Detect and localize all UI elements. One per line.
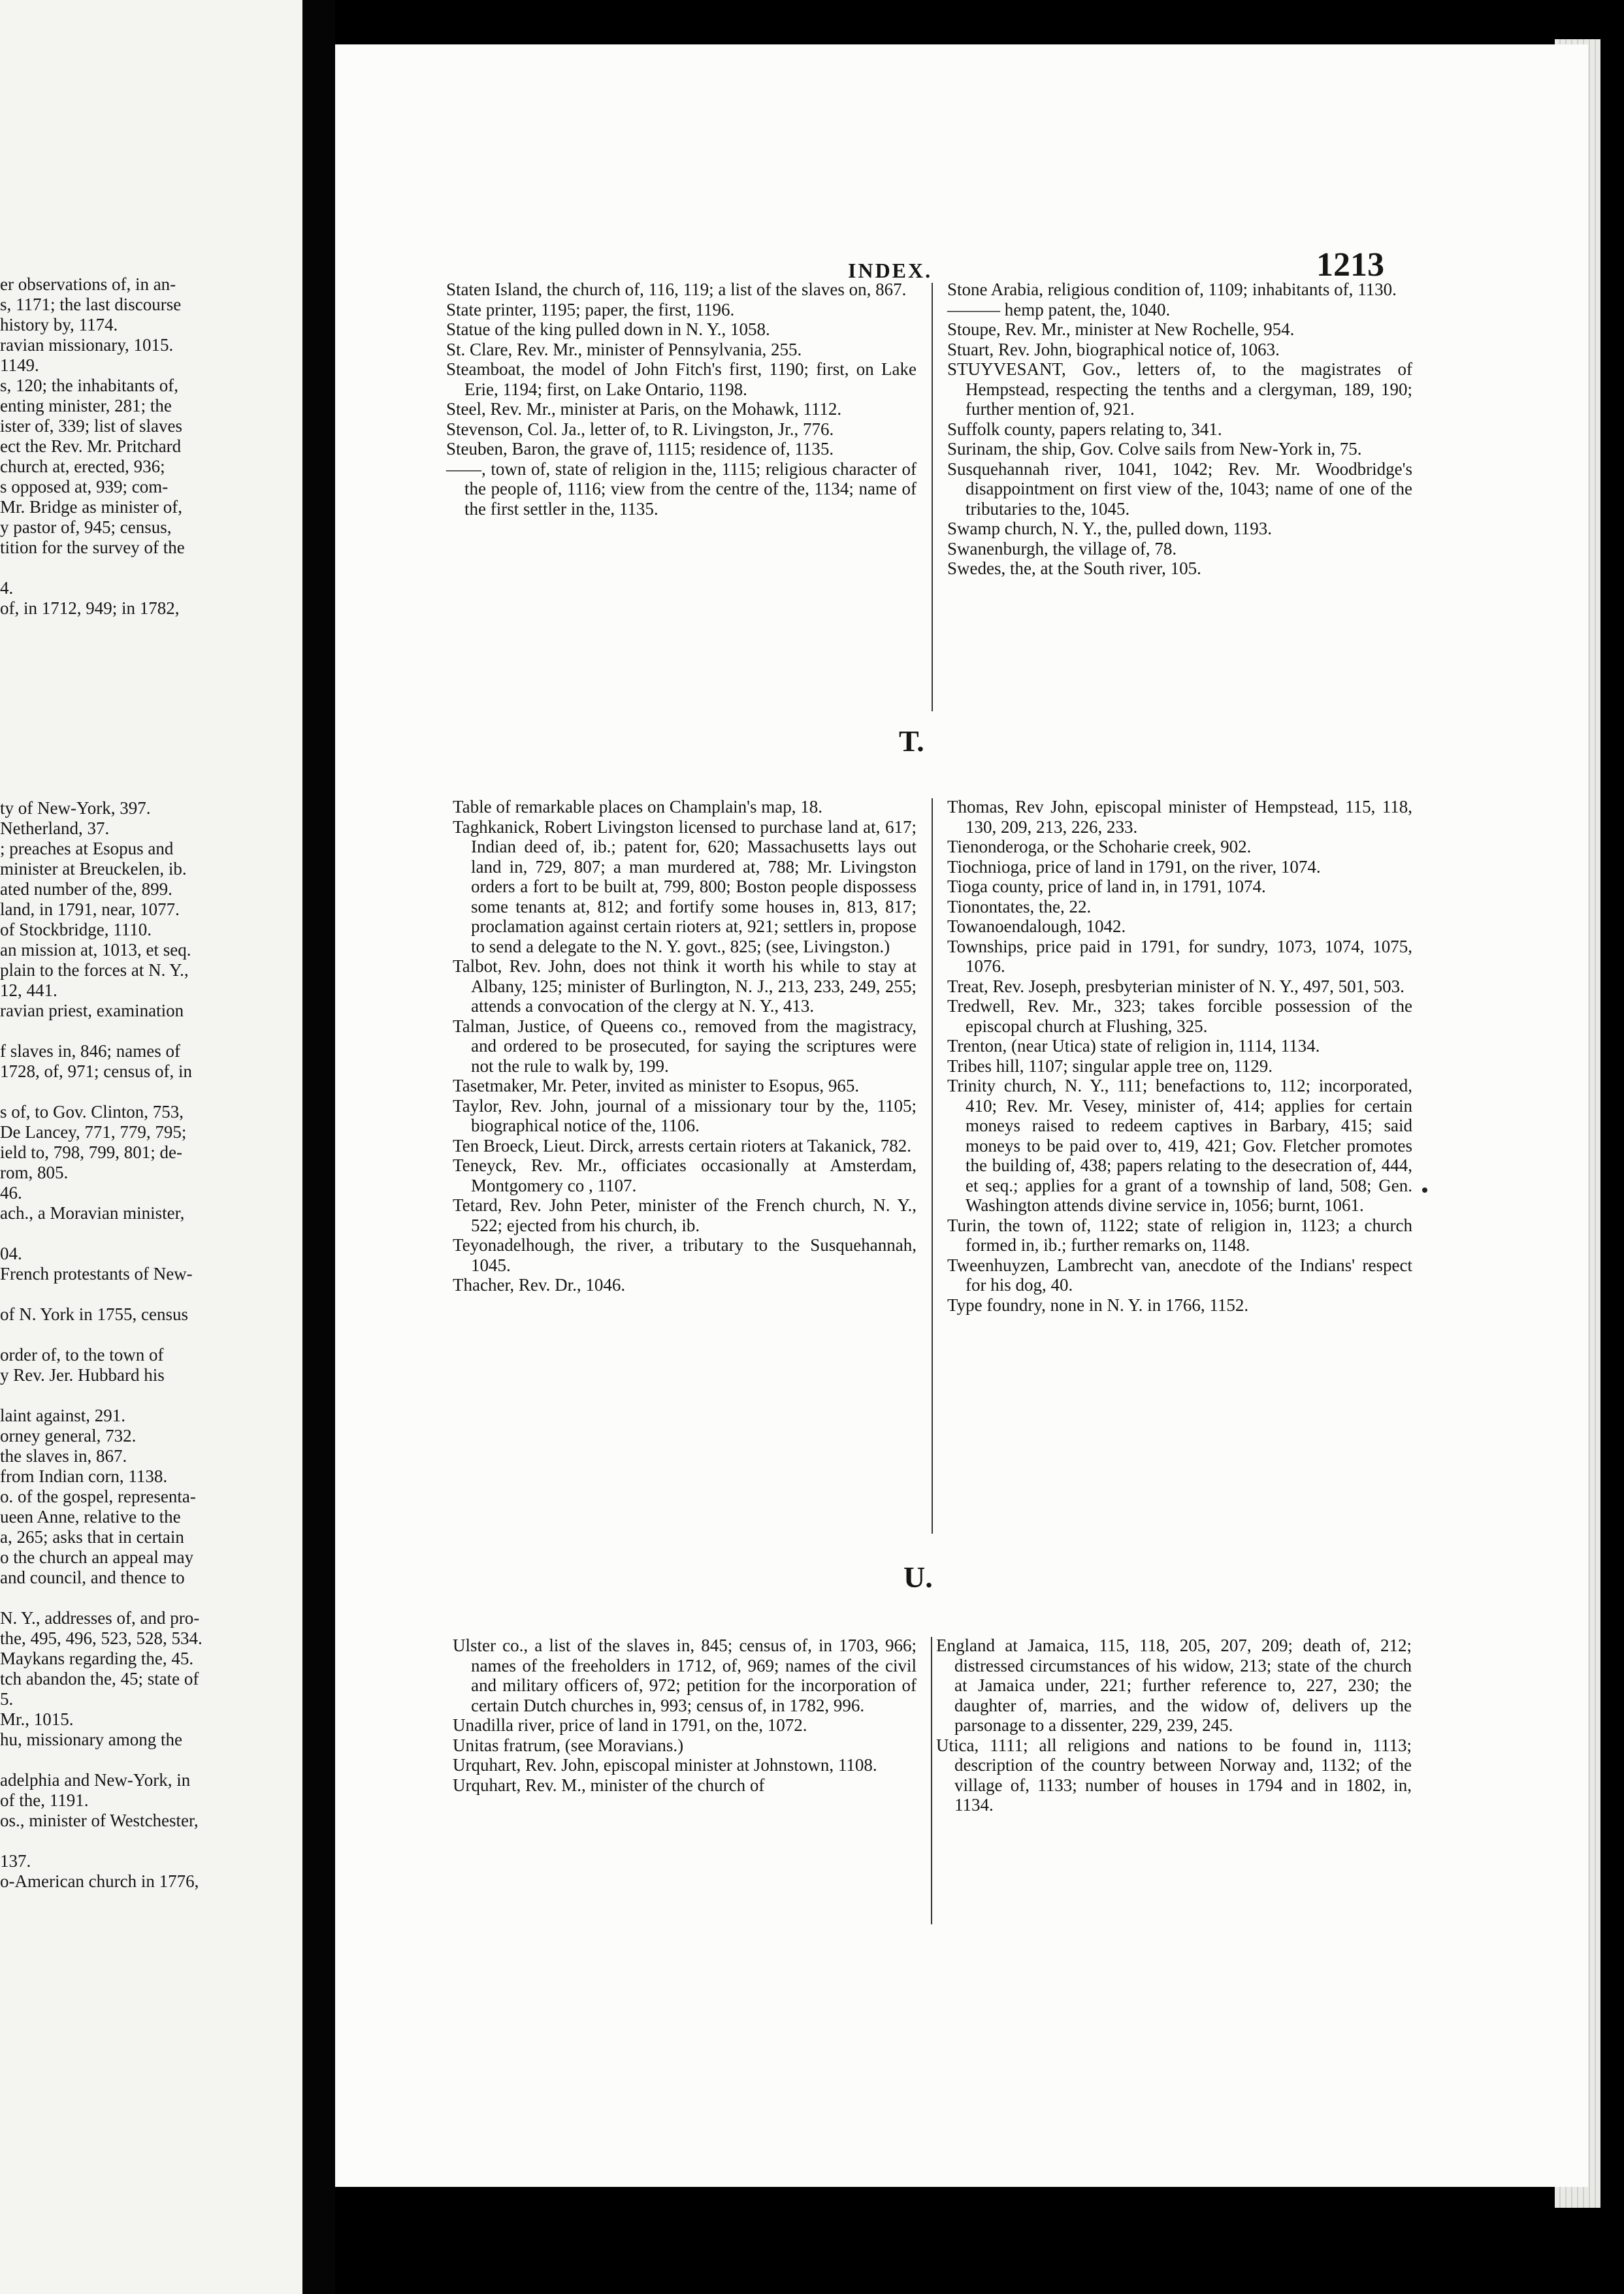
index-entry: Tioga county, price of land in, in 1791, 1074. [947, 877, 1266, 896]
index-entry: Trinity church, N. Y., 111; benefactions to, 112; incorporated, 410; Rev. Mr. Vesey, minister of, 414; applies for certain moneys raised to redeem captives in Barbary, 415; said moneys to be paid over to, 419, 421; Gov. Fletcher promotes the building of, 438; papers relating to the desecration of, 444, et seq.; applies for a grant of a township of land, 508; Gen. Washington attends divine service in, 1056; burnt, 1061. [947, 1076, 1412, 1215]
index-entry: Staten Island, the church of, 116, 119; a list of the slaves on, 867. [446, 280, 907, 299]
left-page-line [0, 1750, 203, 1770]
left-page-line: ach., a Moravian minister, [0, 1203, 185, 1223]
left-page-line: hu, missionary among the [0, 1730, 182, 1749]
section-letter-u: U. [903, 1560, 933, 1594]
left-page-line: ated number of the, 899. [0, 879, 172, 899]
index-column-t-right [947, 797, 1412, 1315]
column-rule [932, 798, 933, 1534]
left-page-line: 137. [0, 1851, 31, 1871]
left-page-line: an mission at, 1013, et seq. [0, 940, 191, 960]
index-entry: Steamboat, the model of John Fitch's first, 1190; first, on Lake Erie, 1194; first, on Lake Ontario, 1198. [446, 359, 917, 399]
index-entry: Stevenson, Col. Ja., letter of, to R. Livingston, Jr., 776. [446, 419, 834, 439]
left-page-line: y Rev. Jer. Hubbard his [0, 1365, 165, 1385]
index-entry: Ulster co., a list of the slaves in, 845; census of, in 1703, 966; names of the freeholders in 1712, of, 969; names of the civil and military officers of, 972; petition for the incorporation of certain Dutch churches in, 993; census of, in 1782, 996. [453, 1636, 917, 1715]
left-page-block [0, 274, 185, 619]
index-entry: Utica, 1111; all religions and nations to be found in, 1113; description of the country between Norway and, 1132; of the village of, 1133; number of houses in 1794 and in 1802, in, 1134. [936, 1735, 1412, 1815]
left-page-line: 5. [0, 1689, 14, 1709]
index-entry: Trenton, (near Utica) state of religion in, 1114, 1134. [947, 1036, 1320, 1056]
page-number: 1213 [1316, 246, 1384, 283]
left-page-line: laint against, 291. [0, 1406, 125, 1425]
index-entry: St. Clare, Rev. Mr., minister of Pennsylvania, 255. [446, 339, 802, 359]
index-entry: Steel, Rev. Mr., minister at Paris, on the Mohawk, 1112. [446, 399, 842, 419]
left-page-line [0, 1325, 203, 1345]
index-entry: Tweenhuyzen, Lambrecht van, anecdote of the Indians' respect for his dog, 40. [947, 1255, 1412, 1295]
left-page-line: of the, 1191. [0, 1790, 89, 1810]
section-letter-t: T. [899, 724, 924, 758]
left-page-line: 4. [0, 578, 14, 598]
left-page-line: a, 265; asks that in certain [0, 1527, 184, 1547]
left-page-line: os., minister of Westchester, [0, 1811, 199, 1830]
index-entry: Tienonderoga, or the Schoharie creek, 902. [947, 837, 1252, 856]
left-page-line: enting minister, 281; the [0, 396, 172, 415]
left-page-line: church at, erected, 936; [0, 457, 165, 476]
left-page-line: ister of, 339; list of slaves [0, 416, 182, 436]
left-page-line: ield to, 798, 799, 801; de- [0, 1142, 182, 1162]
index-entry: Surinam, the ship, Gov. Colve sails from New-York in, 75. [947, 439, 1362, 459]
left-page-line [0, 1385, 203, 1406]
index-column-t-left [453, 797, 917, 1295]
left-page-fragment [0, 0, 302, 2294]
left-page-line: minister at Breuckelen, ib. [0, 859, 187, 879]
left-page-line [0, 1831, 203, 1851]
left-page-line: y pastor of, 945; census, [0, 517, 172, 537]
index-entry: Talbot, Rev. John, does not think it worth his while to stay at Albany, 125; minister of Burlington, N. J., 213, 233, 249, 255; attends a convocation of the clergy at N. Y., 413. [453, 956, 917, 1016]
index-entry: Swanenburgh, the village of, 78. [947, 538, 1177, 558]
index-entry: Turin, the town of, 1122; state of religion in, 1123; a church formed in, ib.; further remarks on, 1148. [947, 1215, 1412, 1255]
index-entry: England at Jamaica, 115, 118, 205, 207, 209; death of, 212; distressed circumstances of his widow, 213; state of the church at Jamaica under, 221; further reference to, 227, 230; the daughter of, marries, and the widow of, delivers up the parsonage to a dissenter, 229, 239, 245. [936, 1636, 1412, 1735]
left-page-line: er observations of, in an- [0, 274, 176, 294]
left-page-line: ; preaches at Esopus and [0, 839, 174, 858]
column-rule [932, 283, 933, 711]
index-entry: Urquhart, Rev. M., minister of the church of [453, 1775, 765, 1795]
left-page-line: 1149. [0, 355, 39, 375]
left-page-line [0, 1588, 203, 1608]
index-entry: Urquhart, Rev. John, episcopal minister at Johnstown, 1108. [453, 1755, 877, 1775]
left-page-line: of Stockbridge, 1110. [0, 920, 152, 939]
left-page-line: of N. York in 1755, census [0, 1304, 189, 1324]
left-page-line: o-American church in 1776, [0, 1871, 199, 1891]
index-page [335, 44, 1588, 2187]
index-entry: Tribes hill, 1107; singular apple tree on, 1129. [947, 1056, 1273, 1076]
index-entry: State printer, 1195; paper, the first, 1196. [446, 299, 735, 319]
left-page-line: Maykans regarding the, 45. [0, 1649, 194, 1668]
left-page-line: De Lancey, 771, 779, 795; [0, 1122, 187, 1142]
index-entry: ——— hemp patent, the, 1040. [947, 299, 1171, 319]
index-entry: Tiochnioga, price of land in 1791, on the river, 1074. [947, 856, 1321, 877]
index-entry: Table of remarkable places on Champlain's map, 18. [453, 797, 823, 816]
left-page-block [0, 798, 203, 1892]
index-column-s-left [446, 280, 917, 519]
left-page-line: 1728, of, 971; census of, in [0, 1061, 192, 1081]
left-page-line: s, 1171; the last discourse [0, 295, 182, 314]
index-entry: Townships, price paid in 1791, for sundry, 1073, 1074, 1075, 1076. [947, 936, 1412, 976]
left-page-line: o the church an appeal may [0, 1547, 194, 1567]
index-entry: Thomas, Rev John, episcopal minister of Hempstead, 115, 118, 130, 209, 213, 226, 233. [947, 797, 1412, 837]
index-entry: Towanoendalough, 1042. [947, 916, 1126, 936]
index-entry: Susquehannah river, 1041, 1042; Rev. Mr. Woodbridge's disappointment on first view of the, 1043; name of one of the tributaries to the, 1045. [947, 459, 1412, 519]
left-page-line: s, 120; the inhabitants of, [0, 376, 178, 395]
left-page-line: N. Y., addresses of, and pro- [0, 1608, 200, 1628]
index-column-u-right [936, 1636, 1412, 1815]
column-rule [931, 1637, 932, 1924]
left-page-line: s of, to Gov. Clinton, 753, [0, 1102, 184, 1122]
left-page-line: rom, 805. [0, 1163, 69, 1182]
left-page-line: ravian missionary, 1015. [0, 335, 174, 355]
left-page-line: o. of the gospel, representa- [0, 1487, 196, 1506]
index-entry: Swamp church, N. Y., the, pulled down, 1193. [947, 519, 1272, 538]
left-page-line: plain to the forces at N. Y., [0, 960, 189, 980]
index-entry: ——, town of, state of religion in the, 1115; religious character of the people of, 1116; view from the centre of the, 1134; name of the first settler in the, 1135. [446, 459, 917, 519]
left-page-line: ty of New-York, 397. [0, 798, 151, 818]
left-page-line: 04. [0, 1244, 22, 1263]
left-page-line: s opposed at, 939; com- [0, 477, 169, 496]
left-page-line [0, 558, 185, 578]
ink-mark [1422, 1187, 1427, 1193]
left-page-line: Mr., 1015. [0, 1709, 74, 1729]
left-page-line: the slaves in, 867. [0, 1446, 127, 1466]
index-entry: Tasetmaker, Mr. Peter, invited as minister to Esopus, 965. [453, 1076, 860, 1095]
left-page-line: tition for the survey of the [0, 538, 185, 557]
left-page-line [0, 1021, 203, 1041]
left-page-line [0, 1284, 203, 1304]
index-entry: Stoupe, Rev. Mr., minister at New Rochelle, 954. [947, 319, 1295, 339]
index-entry: Statue of the king pulled down in N. Y., 1058. [446, 319, 770, 339]
left-page-line: adelphia and New-York, in [0, 1770, 191, 1790]
index-entry: STUYVESANT, Gov., letters of, to the magistrates of Hempstead, respecting the tenths and a clergyman, 189, 190; further mention of, 921. [947, 359, 1412, 419]
index-entry: Taghkanick, Robert Livingston licensed to purchase land at, 617; Indian deed of, ib.; patent for, 620; Massachusetts lays out land in, 729, 807; a man murdered at, 788; Mr. Livingston orders a fort to be built at, 799, 800; Boston people dispossess some tenants at, 812; and fortify some houses in, 813, 817; proclamation against certain rioters at, 921; settlers in, propose to send a delegate to the N. Y. govt., 825; (see, Livingston.) [453, 816, 917, 956]
index-column-s-right [947, 280, 1412, 579]
index-entry: Talman, Justice, of Queens co., removed from the magistracy, and ordered to be prosecuted, for saying the scriptures were not the rule to walk by, 199. [453, 1016, 917, 1076]
left-page-line: ect the Rev. Mr. Pritchard [0, 436, 182, 456]
left-page-line: Netherland, 37. [0, 818, 110, 838]
book-gutter [302, 0, 335, 2294]
index-entry: Suffolk county, papers relating to, 341. [947, 419, 1222, 439]
index-entry: Thacher, Rev. Dr., 1046. [453, 1275, 626, 1295]
index-entry: Treat, Rev. Joseph, presbyterian minister of N. Y., 497, 501, 503. [947, 976, 1405, 996]
index-entry: Unitas fratrum, (see Moravians.) [453, 1735, 684, 1755]
index-entry: Teyonadelhough, the river, a tributary to the Susquehannah, 1045. [453, 1235, 917, 1275]
index-entry: Taylor, Rev. John, journal of a missionary tour by the, 1105; biographical notice of the, 1106. [453, 1095, 917, 1135]
left-page-line: f slaves in, 846; names of [0, 1041, 180, 1061]
index-entry: Tredwell, Rev. Mr., 323; takes forcible possession of the episcopal church at Flushing, 325. [947, 996, 1412, 1036]
left-page-line: orney general, 732. [0, 1426, 137, 1446]
left-page-line [0, 1223, 203, 1244]
index-entry: Stuart, Rev. John, biographical notice of, 1063. [947, 339, 1280, 359]
left-page-line: history by, 1174. [0, 315, 118, 334]
left-page-line: ravian priest, examination [0, 1001, 184, 1020]
left-page-line: tch abandon the, 45; state of [0, 1669, 199, 1688]
left-page-line: Mr. Bridge as minister of, [0, 497, 182, 517]
index-entry: Tetard, Rev. John Peter, minister of the French church, N. Y., 522; ejected from his church, ib. [453, 1195, 917, 1235]
left-page-line: French protestants of New- [0, 1264, 193, 1284]
index-entry: Steuben, Baron, the grave of, 1115; residence of, 1135. [446, 439, 834, 459]
left-page-line: ueen Anne, relative to the [0, 1507, 181, 1527]
index-column-u-left [453, 1636, 917, 1795]
left-page-line: 46. [0, 1183, 22, 1203]
index-entry: Swedes, the, at the South river, 105. [947, 558, 1201, 578]
left-page-line: 12, 441. [0, 980, 57, 1000]
index-entry: Type foundry, none in N. Y. in 1766, 1152. [947, 1295, 1249, 1315]
left-page-line: the, 495, 496, 523, 528, 534. [0, 1628, 203, 1648]
index-entry: Stone Arabia, religious condition of, 1109; inhabitants of, 1130. [947, 280, 1397, 299]
left-page-line: from Indian corn, 1138. [0, 1466, 168, 1486]
index-entry: Ten Broeck, Lieut. Dirck, arrests certain rioters at Takanick, 782. [453, 1135, 911, 1155]
left-page-line: land, in 1791, near, 1077. [0, 899, 180, 919]
running-head: INDEX. [848, 259, 933, 282]
left-page-line: order of, to the town of [0, 1345, 164, 1365]
index-entry: Teneyck, Rev. Mr., officiates occasionally at Amsterdam, Montgomery co , 1107. [453, 1155, 917, 1195]
left-page-line: and council, and thence to [0, 1568, 185, 1587]
index-entry: Tionontates, the, 22. [947, 896, 1092, 916]
left-page-line: of, in 1712, 949; in 1782, [0, 598, 180, 618]
left-page-line [0, 1082, 203, 1102]
index-entry: Unadilla river, price of land in 1791, on the, 1072. [453, 1715, 807, 1735]
